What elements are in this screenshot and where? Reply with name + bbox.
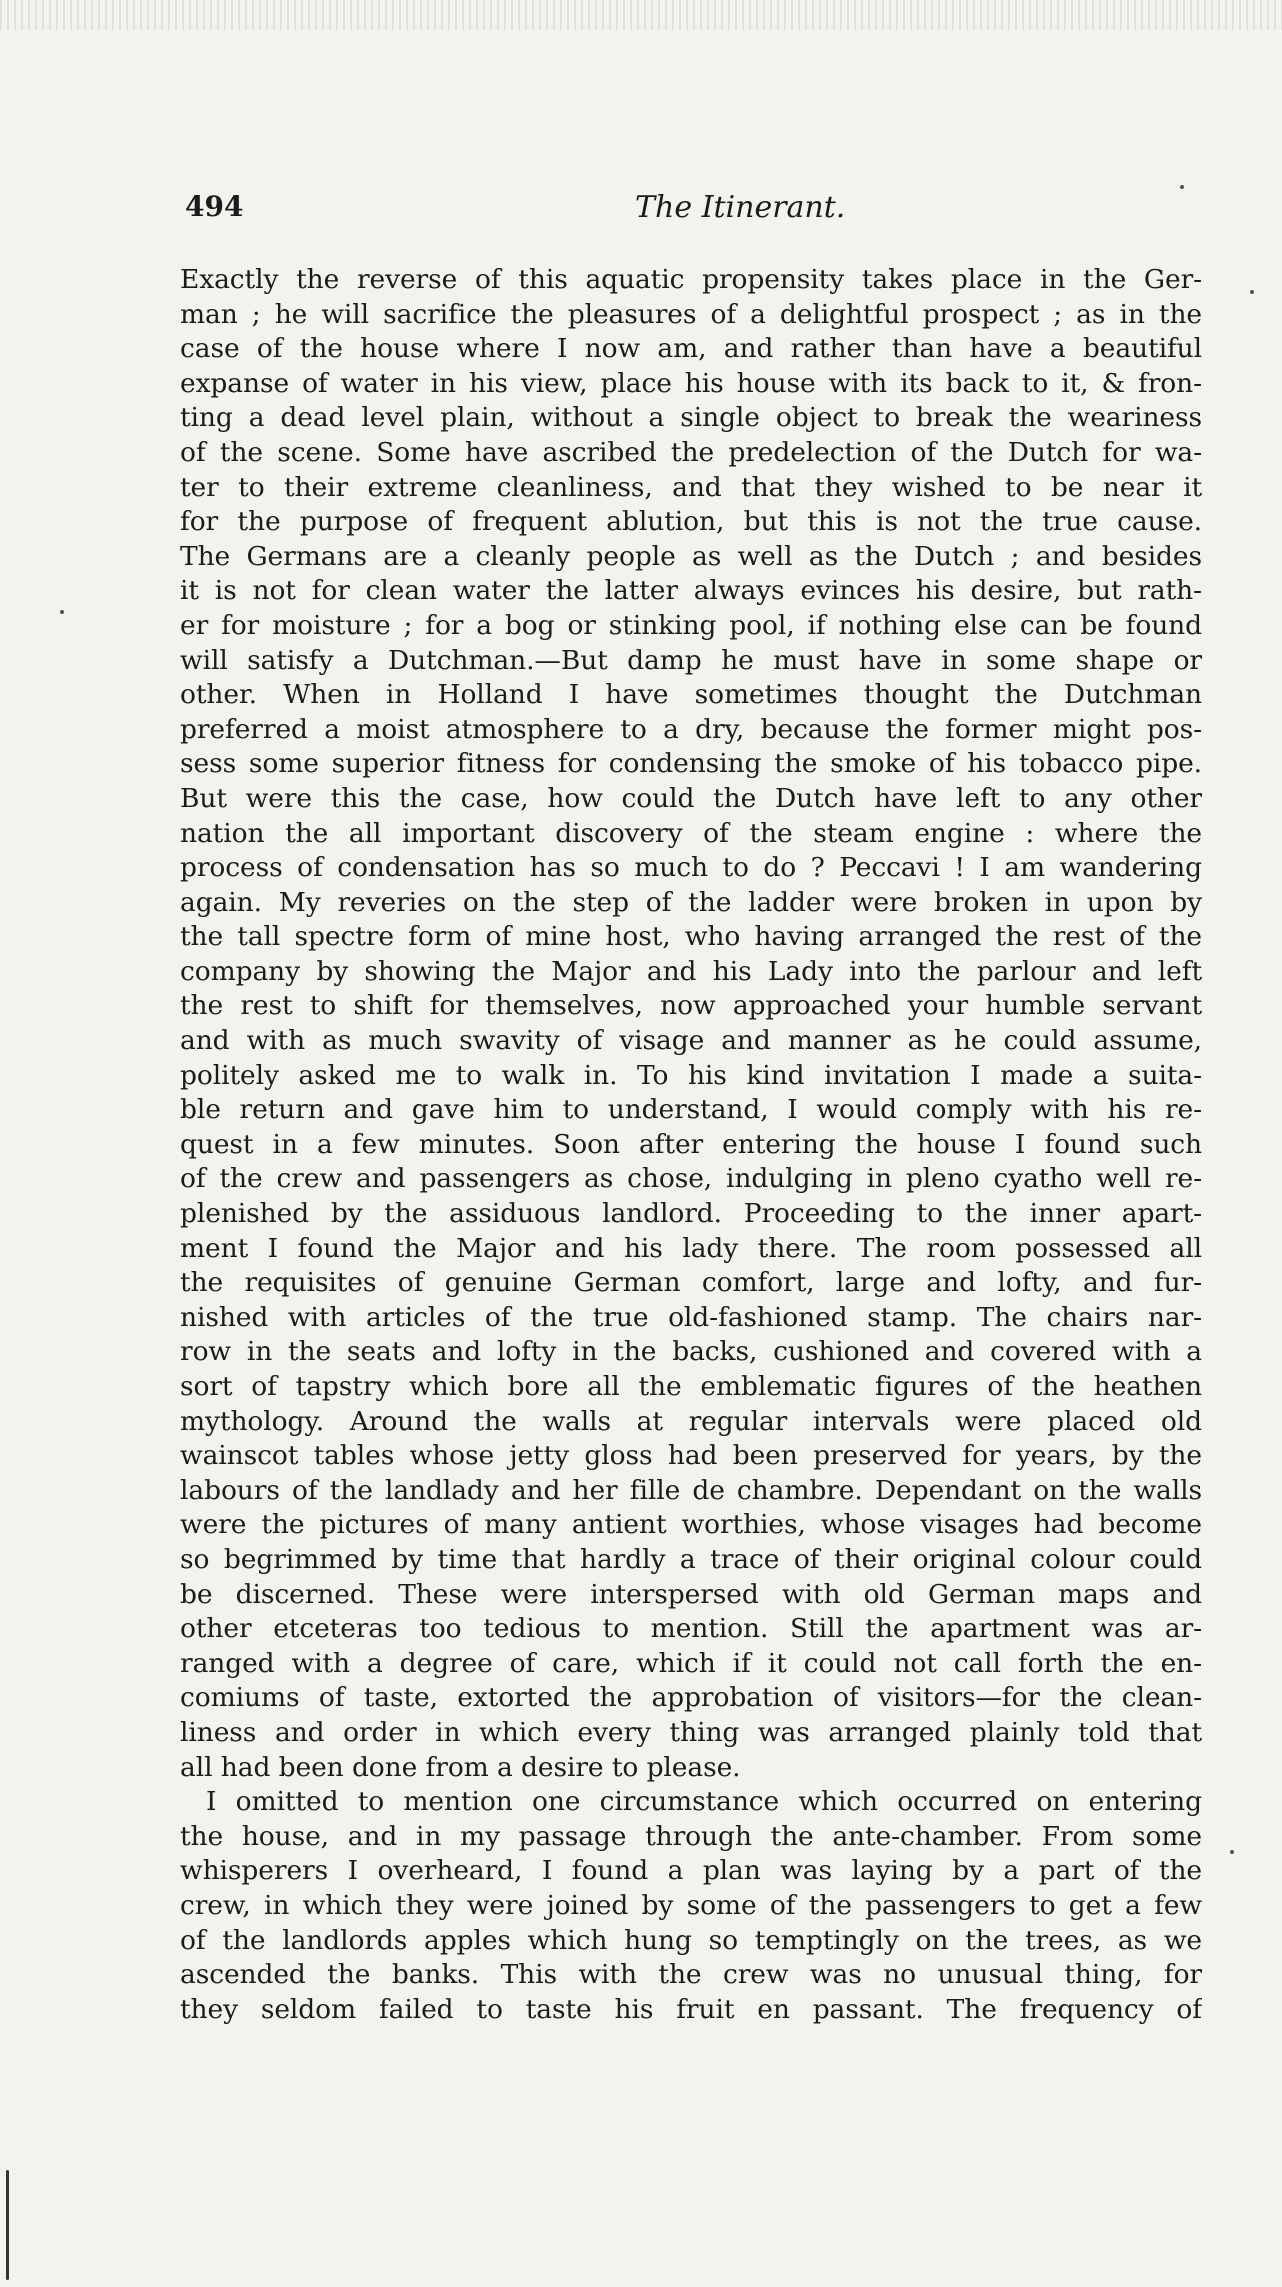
text-line: they seldom failed to taste his fruit en passant. The frequency of (180, 1993, 1202, 2025)
text-line: and with as much swavity of visage and manner as he could assume, (180, 1025, 1202, 1057)
ink-speck (60, 610, 64, 614)
text-line: again. My reveries on the step of the ladder were broken in upon by (180, 886, 1202, 918)
text-line: it is not for clean water the latter always evinces his desire, but rath- (180, 575, 1202, 607)
scan-edge-noise (0, 0, 1282, 30)
text-line: case of the house where I now am, and rather than have a beautiful (180, 333, 1202, 365)
text-line: were the pictures of many antient worthies, whose visages had become (180, 1509, 1202, 1541)
text-line: so begrimmed by time that hardly a trace of their original colour could (180, 1543, 1202, 1575)
text-line: the house, and in my passage through the ante-chamber. From some (180, 1820, 1202, 1852)
text-line: But were this the case, how could the Dutch have left to any other (180, 782, 1202, 814)
page-number: 494 (185, 190, 244, 223)
text-line: of the crew and passengers as chose, indulging in pleno cyatho well re- (180, 1163, 1202, 1195)
text-line: the tall spectre form of mine host, who having arranged the rest of the (180, 921, 1202, 953)
text-line: all had been done from a desire to please. (180, 1751, 741, 1783)
text-line: whisperers I overheard, I found a plan was laying by a part of the (180, 1855, 1202, 1887)
ink-speck (1250, 290, 1254, 294)
text-line: nished with articles of the true old-fashioned stamp. The chairs nar- (180, 1301, 1202, 1333)
text-line: other. When in Holland I have sometimes thought the Dutchman (180, 679, 1202, 711)
text-line: row in the seats and lofty in the backs, cushioned and covered with a (180, 1336, 1202, 1368)
text-line: preferred a moist atmosphere to a dry, because the former might pos- (180, 713, 1202, 745)
text-line: expanse of water in his view, place his house with its back to it, & fron- (180, 367, 1202, 399)
text-line: man ; he will sacrifice the pleasures of a delightful prospect ; as in the (180, 298, 1202, 330)
text-line: of the landlords apples which hung so temptingly on the trees, as we (180, 1924, 1202, 1956)
text-line: politely asked me to walk in. To his kind invitation I made a suita- (180, 1059, 1202, 1091)
text-line: ble return and gave him to understand, I would comply with his re- (180, 1094, 1202, 1126)
text-line: be discerned. These were interspersed with old German maps and (180, 1578, 1202, 1610)
text-line: labours of the landlady and her fille de chambre. Dependant on the walls (180, 1474, 1202, 1506)
running-title: The Itinerant. (635, 190, 846, 225)
text-line: company by showing the Major and his Lady into the parlour and left (180, 955, 1202, 987)
text-line: sort of tapstry which bore all the emblematic figures of the heathen (180, 1371, 1202, 1402)
text-line: quest in a few minutes. Soon after entering the house I found such (180, 1128, 1202, 1160)
text-line: the requisites of genuine German comfort, large and lofty, and fur- (180, 1267, 1202, 1299)
text-line: process of condensation has so much to do ? Peccavi ! I am wandering (180, 852, 1202, 884)
text-line: plenished by the assiduous landlord. Proceeding to the inner apart- (180, 1198, 1202, 1230)
ink-speck (1180, 185, 1184, 189)
text-line: ter to their extreme cleanliness, and that they wished to be near it (180, 471, 1202, 503)
text-line: er for moisture ; for a bog or stinking pool, if nothing else can be found (180, 609, 1202, 641)
text-line: comiums of taste, extorted the approbation of visitors—for the clean- (180, 1682, 1202, 1714)
text-line: liness and order in which every thing was arranged plainly told that (180, 1716, 1202, 1748)
text-line: the rest to shift for themselves, now approached your humble servant (180, 990, 1202, 1022)
text-line: for the purpose of frequent ablution, but this is not the true cause. (180, 506, 1202, 538)
text-line: of the scene. Some have ascribed the predelection of the Dutch for wa- (180, 436, 1202, 468)
text-line: ting a dead level plain, without a single object to break the weariness (180, 402, 1202, 434)
text-line: The Germans are a cleanly people as well as the Dutch ; and besides (180, 540, 1202, 572)
text-line: wainscot tables whose jetty gloss had been preserved for years, by the (180, 1440, 1202, 1472)
margin-mark (6, 2170, 9, 2280)
text-line: ment I found the Major and his lady there. The room possessed all (180, 1232, 1202, 1264)
text-line: ascended the banks. This with the crew was no unusual thing, for (180, 1959, 1202, 1991)
text-line: crew, in which they were joined by some of the passengers to get a few (180, 1889, 1202, 1921)
text-line: will satisfy a Dutchman.—But damp he must have in some shape or (180, 644, 1202, 676)
text-line: ranged with a degree of care, which if it could not call forth the en- (180, 1647, 1202, 1679)
page-header (185, 190, 1205, 230)
text-line: Exactly the reverse of this aquatic propensity takes place in the Ger- (180, 264, 1202, 295)
text-line: sess some superior fitness for condensing the smoke of his tobacco pipe. (180, 748, 1202, 780)
text-line: other etceteras too tedious to mention. Still the apartment was ar- (180, 1613, 1202, 1645)
text-line: I omitted to mention one circumstance which occurred on entering (206, 1786, 1202, 1818)
text-line: mythology. Around the walls at regular intervals were placed old (180, 1405, 1202, 1437)
ink-speck (1230, 1850, 1234, 1854)
text-line: nation the all important discovery of the steam engine : where the (180, 817, 1202, 849)
body-text (180, 263, 1202, 2027)
